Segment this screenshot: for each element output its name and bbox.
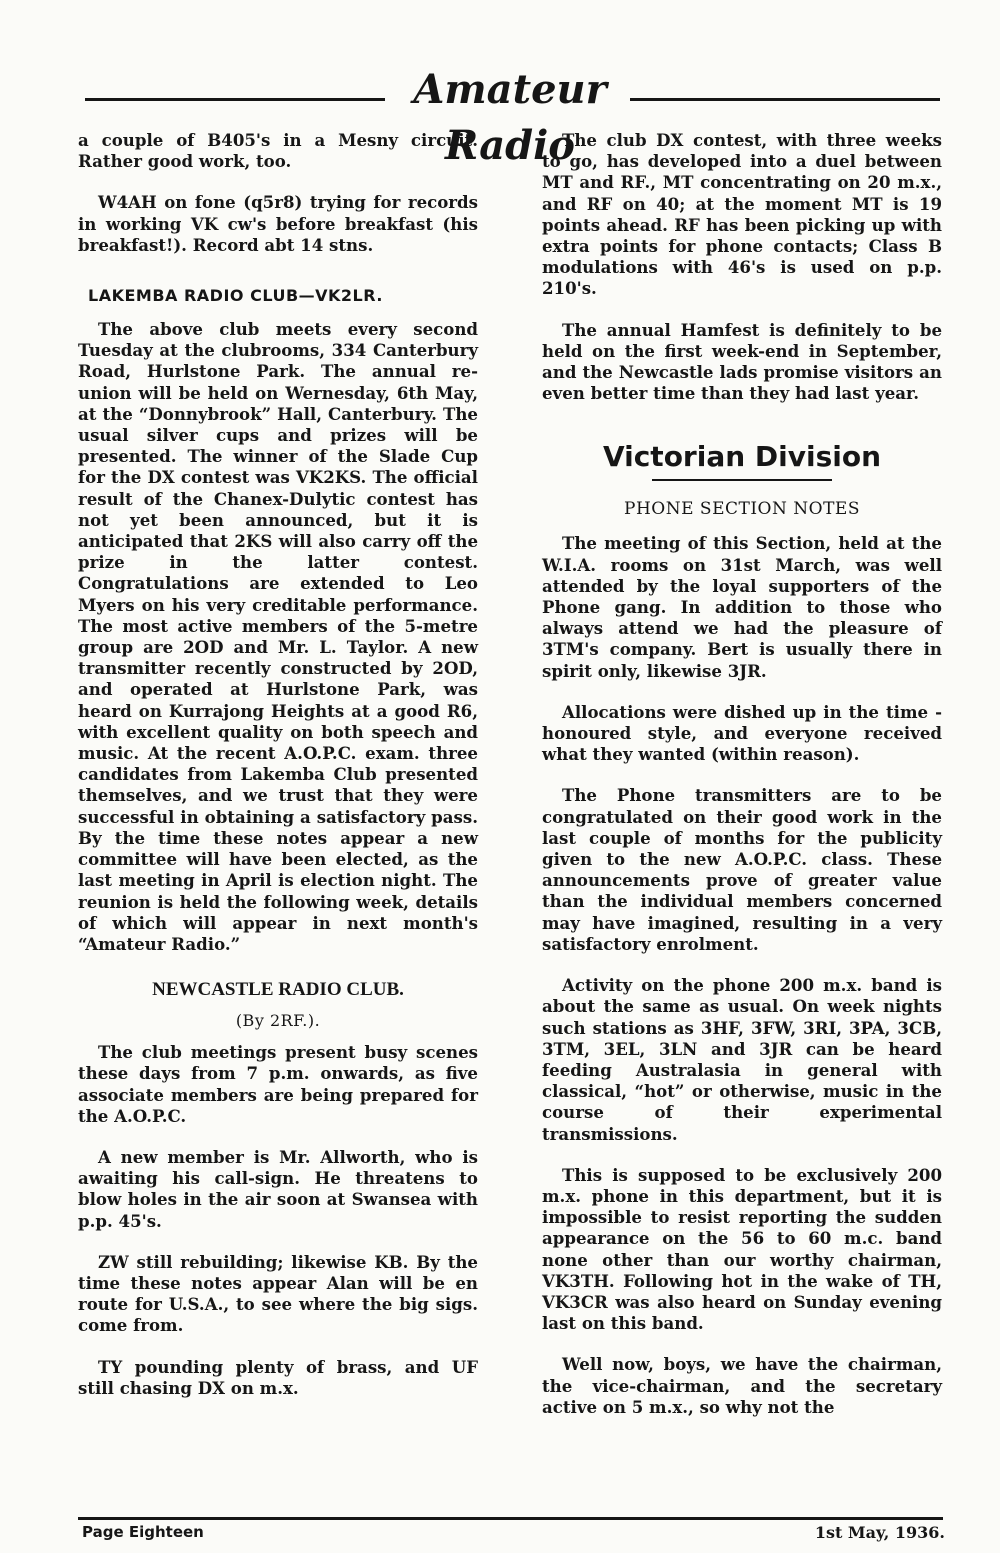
- footer-rule: [78, 1517, 943, 1520]
- paragraph: The club meetings present busy scenes these days from 7 p.m. onwards, as five associate members are being prepared for the A.O.P.C.: [78, 1042, 478, 1126]
- page-number: Page Eighteen: [82, 1523, 204, 1541]
- paragraph: Allocations were dished up in the time - honoured style, and everyone received what they wanted (within reason).: [542, 701, 942, 765]
- paragraph: ZW still rebuilding; likewise KB. By the time these notes appear Alan will be en route for U.S.A., to see where the big sigs. come from.: [78, 1251, 478, 1336]
- paragraph: Activity on the phone 200 m.x. band is about the same as usual. On week nights such stations as 3HF, 3FW, 3RI, 3PA, 3CB, 3TM, 3EL, 3LN and 3JR can be heard feeding Australasia in general with classical, “hot” or otherwise, music in the course of their experimental transmissions.: [542, 975, 942, 1144]
- division-rule: [652, 479, 832, 481]
- issue-date: 1st May, 1936.: [814, 1523, 945, 1542]
- paragraph: W4AH on fone (q5r8) trying for records in working VK cw's before breakfast (his breakfast!). Record abt 14 stns.: [78, 192, 478, 255]
- right-column: [542, 130, 942, 1438]
- paragraph: a couple of B405's in a Mesny circuit. Rather good work, too.: [78, 130, 478, 172]
- paragraph: The Phone transmitters are to be congratulated on their good work in the last couple of months for the publicity given to the new A.O.P.C. class. These announcements prove of greater value than the individual members concerned may have imagined, resulting in a very satisfactory enrolment.: [542, 785, 942, 954]
- paragraph: A new member is Mr. Allworth, who is awaiting his call-sign. He threatens to blow holes in the air soon at Swansea with p.p. 45's.: [78, 1146, 478, 1231]
- division-title: Victorian Division: [602, 440, 882, 474]
- section-heading-lakemba: LAKEMBA RADIO CLUB—VK2LR.: [88, 286, 383, 306]
- paragraph: The above club meets every second Tuesday at the clubrooms, 334 Canterbury Road, Hurlstone Park. The annual re-union will be held on Wernesday, 6th May, at the “Donnybrook” Hall, Canterbury. The usual silver cups and prizes will be presented. The winner of the Slade Cup for the DX contest was VK2KS. The official result of the Chanex-Dulytic contest has not yet been announced, but it is anticipated that 2KS will also carry off the prize in the latter contest. Congratulations are extended to Leo Myers on his very creditable performance. The most active members of the 5-metre group are 2OD and Mr. L. Taylor. A new transmitter recently constructed by 2OD, and operated at Hurlstone Park, was heard on Kurrajong Heights at a good R6, with excellent quality on both speech and music. At the recent A.O.P.C. exam. three candidates from Lakemba Club presented themselves, and we trust that they were successful in obtaining a satisfactory pass. By the time these notes appear a new committee will have been elected, as the last meeting in April is election night. The reunion is held the following week, details of which will appear in next month's “Amateur Radio.”: [78, 319, 478, 954]
- paragraph: The annual Hamfest is definitely to be held on the first week-end in September, and the Newcastle lads promise visitors an even better time than they had last year.: [542, 319, 942, 404]
- paragraph: TY pounding plenty of brass, and UF still chasing DX on m.x.: [78, 1356, 478, 1398]
- section-heading-phone: PHONE SECTION NOTES: [624, 499, 860, 520]
- masthead-rule-left: [85, 98, 385, 101]
- paragraph: The meeting of this Section, held at the W.I.A. rooms on 31st March, was well attended by the loyal supporters of the Phone gang. In addition to those who always attend we had the pleasure of 3TM's company. Bert is usually there in spirit only, likewise 3JR.: [542, 533, 942, 681]
- left-column: [78, 130, 478, 1419]
- masthead-logo: Amateur Radio: [413, 66, 607, 169]
- paragraph: The club DX contest, with three weeks to go, has developed into a duel between MT and RF., MT concentrating on 20 m.x., and RF on 40; at the moment MT is 19 points ahead. RF has been picking up with extra points for phone contacts; Class B modulations with 46's is used on p.p. 210's.: [542, 130, 942, 299]
- masthead-rule-right: [630, 98, 940, 101]
- paragraph: Well now, boys, we have the chairman, the vice-chairman, and the secretary active on 5 m.x., so why not the: [542, 1354, 942, 1417]
- paragraph: This is supposed to be exclusively 200 m.x. phone in this department, but it is impossible to resist reporting the sudden appearance on the 56 to 60 m.c. band none other than our worthy chairman, VK3TH. Following hot in the wake of TH, VK3CR was also heard on Sunday evening last on this band.: [542, 1164, 942, 1334]
- byline: (By 2RF.).: [235, 1011, 321, 1031]
- section-heading-newcastle: NEWCASTLE RADIO CLUB.: [152, 979, 404, 1001]
